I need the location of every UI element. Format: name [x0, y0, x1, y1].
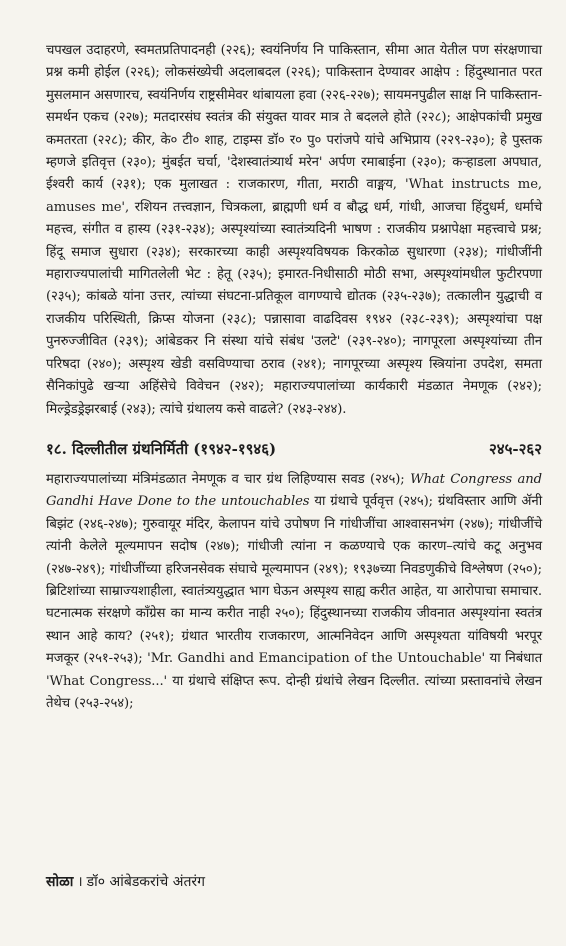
contents-paragraph-1: चपखल उदाहरणे, स्वमतप्रतिपादनही (२२६); स्वयंनिर्णय नि पाकिस्तान, सीमा आत येतील पण संरक्षणाचा प्रश्न कमी होईल (२२६); लोकसंख्येची अदलाबदल (२२६); पाकिस्तान देण्यावर आक्षेप : हिंदुस्थानात परत मुसलमान असणारच, स्वयंनिर्णय राष्ट्रसीमेवर थांबायला हवा (२२६-२२७); सायमनपुढील साक्ष नि पाकिस्तान-समर्थन एकच (२२७); मतदारसंघ स्वतंत्र की संयुक्त यावर मात्र ते बदलले होते (२२८); आक्षेपकांची प्रमुख कमतरता (२२८); कीर, के० टी० शाह, टाइम्स डॉ० र० पु० परांजपे यांचे अभिप्राय (२२९-२३०); हे पुस्तक म्हणजे इतिवृत्त (२३०); मुंबईत चर्चा, 'देशस्वातंत्र्यार्थ मरेन' अर्पण रमाबाईना (२३०); कऱ्हाडला अपघात, ईश्वरी कार्य (२३१); एक मुलाखत : राजकारण, गीता, मराठी वाङ्मय, 'What instructs me, amuses me', रशियन तत्त्वज्ञान, चित्रकला, ब्राह्मणी धर्म व बौद्ध धर्म, गांधी, आजचा हिंदुधर्म, धर्माचे महत्त्व, संगीत व हास्य (२३१-२३४); अस्पृश्यांच्या स्वातंत्र्यदिनी भाषण : राजकीय प्रश्नापेक्षा महत्त्वाचे प्रश्न; हिंदू समाज सुधारा (२३४); सरकारच्या काही अस्पृश्यविषयक किरकोळ सुधारणा (२३४); गांधीजींनी महाराज्यपालांची मागितलेली भेट : हेतू (२३५); इमारत-निधीसाठी मोठी सभा, अस्पृश्यांमधील फुटीरपणा (२३५); कांबळे यांना उत्तर, त्यांच्या संघटना-प्रतिकूल वागण्याचे द्योतक (२३५-२३७); तत्कालीन युद्धाची व राजकीय परिस्थिती, क्रिप्स योजना (२३८); पन्नासावा वाढदिवस १९४२ (२३८-२३९); अस्पृश्यांचा पक्ष पुनरुज्जीवित (२३९); आंबेडकर नि संस्था यांचे संबंध 'उलटे' (२३९-२४०); नागपूरला अस्पृश्यांच्या तीन परिषदा (२४०); अस्पृश्य खेडी वसविण्याचा ठराव (२४१); नागपूरच्या अस्पृश्य स्त्रियांना उपदेश, समता सैनिकांपुढे खऱ्या अहिंसेचे विवेचन (२४२); महाराज्यपालांच्या कार्यकारी मंडळात नेमणूक (२४२); मिल्ड्रेडड्रेझरबाई (२४३); त्यांचे ग्रंथालय कसे वाढले? (२४३-२४४). [46, 43, 542, 417]
book-title-italic: What Congress and Gandhi Have Done to the untouchables [46, 471, 542, 510]
chapter-heading [46, 439, 542, 459]
page-footer [46, 872, 205, 891]
page-number: सोळा [46, 874, 74, 890]
footer-separator: । [77, 874, 83, 890]
paragraph-2-text-b: या ग्रंथाचे पूर्ववृत्त (२४५); ग्रंथविस्तार आणि ॲनी बिझंट (२४६-२४७); गुरुवायूर मंदिर, केलापन यांचे उपोषण नि गांधीजींचा आश्वासनभंग (२४७); गांधीजींचे त्यांनी केलेले मूल्यमापन सदोष (२४७); गांधीजी त्यांना न कळण्याचे एक कारण–त्यांचे कटू अनुभव (२४७-२४९); गांधीजींच्या हरिजनसेवक संघाचे मूल्यमापन (२४९); १९३७च्या निवडणुकीचे विश्लेषण (२५०); ब्रिटिशांच्या साम्राज्यशाहीला, स्वातंत्र्ययुद्धात भाग घेऊन अस्पृश्य साह्य करीत आहेत, या आरोपाचा समाचार. घटनात्मक संरक्षणे काँग्रेस का मान्य करीत नाही २५०); हिंदुस्थानच्या राजकीय जीवनात अस्पृश्यांना स्वतंत्र स्थान आहे काय? (२५१); ग्रंथात भारतीय राजकारण, आत्मनिवेदन आणि अस्पृश्यता यांविषयी भरपूर मजकूर (२५१-२५३); 'Mr. Gandhi and Emancipation of the Untouchable' या निबंधात 'What Congress...' या ग्रंथाचे संक्षिप्त रूप. दोन्ही ग्रंथांचे लेखन दिल्लीत. त्यांच्या प्रस्तावनांचे लेखन तेथेच (२५३-२५४); [46, 494, 543, 711]
running-title: डॉ० आंबेडकरांचे अंतरंग [86, 874, 206, 890]
chapter-page-range: २४५-२६२ [488, 439, 542, 458]
paragraph-2-text-a: महाराज्यपालांच्या मंत्रिमंडळात नेमणूक व चार ग्रंथ लिहिण्यास सवड (२४५); [46, 471, 411, 487]
chapter-title: १८. दिल्लीतील ग्रंथनिर्मिती (१९४२-१९४६) [46, 439, 277, 458]
contents-paragraph-2 [46, 469, 542, 715]
